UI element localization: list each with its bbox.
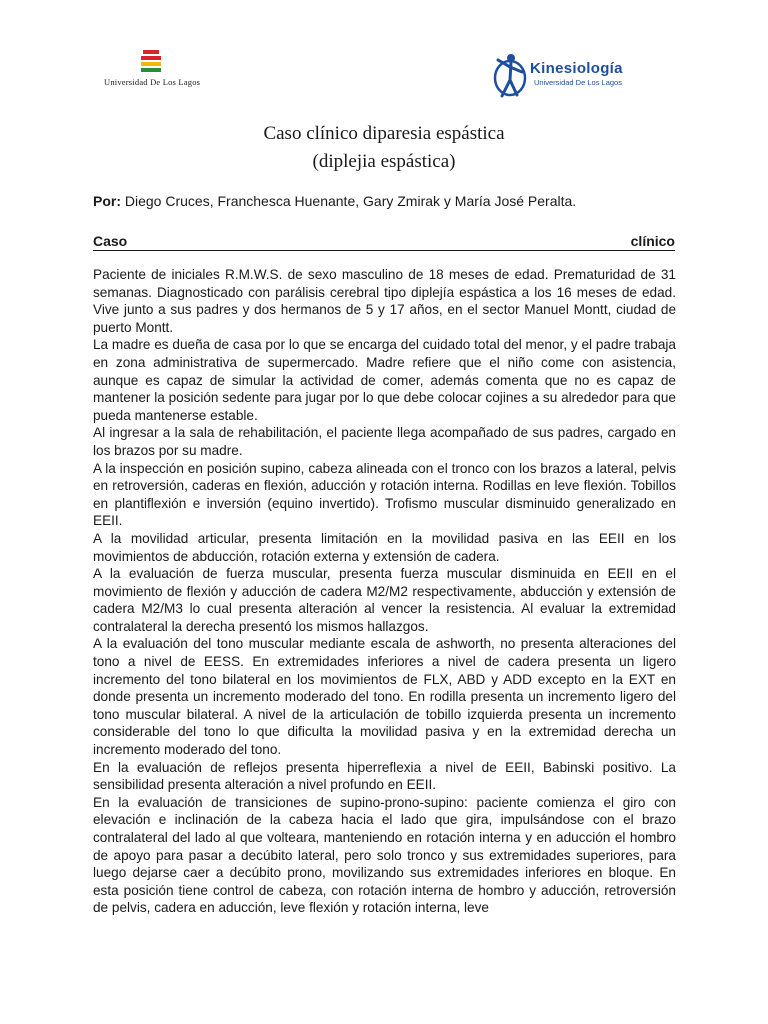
paragraph: La madre es dueña de casa por lo que se encarga del cuidado total del menor, y el padre trabaja en zona administrativa de supermercado. Madre refiere que el niño come con asistencia, aunque es capaz de simular la actividad de comer, además comenta que no es capaz de mantener la posición sedente para jugar por lo que debe colocar cojines a su alrededor para que pueda mantenerse estable. xyxy=(93,337,676,423)
document-title xyxy=(0,120,768,176)
department-name: Kinesiología xyxy=(530,60,623,77)
paragraph: Al ingresar a la sala de rehabilitación, el paciente llega acompañado de sus padres, cargado en los brazos por su madre. xyxy=(93,425,676,458)
university-flag-icon xyxy=(140,50,162,74)
paragraph: A la evaluación de fuerza muscular, presenta fuerza muscular disminuida en EEII en el movimiento de flexión y aducción de cadera M2/M2 respectivamente, abducción y extensión de cadera M2/M3 lo cual presenta alteración al vencer la resistencia. Al evaluar la extremidad contralateral la derecha presentó los mismos hallazgos. xyxy=(93,566,676,634)
title-line-2: (diplejia espástica) xyxy=(312,151,456,172)
case-body xyxy=(93,266,676,917)
paragraph: A la inspección en posición supino, cabeza alineada con el tronco con los brazos a lateral, pelvis en retroversión, caderas en flexión, aducción y rotación interna. Rodillas en leve flexión. Tobillos en plantiflexión e inversión (equino invertido). Trofismo muscular disminuido generalizado en EEII. xyxy=(93,460,676,529)
document-header xyxy=(0,0,768,110)
authors-names: Diego Cruces, Franchesca Huenante, Gary Zmirak y María José Peralta. xyxy=(124,193,577,209)
section-heading-word-1: Caso xyxy=(93,233,128,249)
authors-line xyxy=(93,192,683,210)
paragraph: En la evaluación de transiciones de supino-prono-supino: paciente comienza el giro con elevación e inclinación de la cabeza hacia el lado que gira, impulsándose con el brazo contralateral del lado al que volteara, manteniendo en rotación interna y en aducción el hombro de apoyo para pasar a decúbito lateral, pero solo tronco y sus extremidades superiores, para luego dejarse caer a decúbito prono, movilizando sus extremidades inferiores en bloque. En esta posición tiene control de cabeza, con rotación interna de hombro y aducción, retroversión de pelvis, cadera en aducción, leve flexión y rotación interna, leve xyxy=(93,794,676,916)
paragraph: A la movilidad articular, presenta limitación en la movilidad pasiva en las EEII en los movimientos de abducción, rotación externa y extensión de cadera. xyxy=(93,530,676,564)
university-logo xyxy=(104,50,204,90)
section-heading-word-2: clínico xyxy=(630,233,675,249)
paragraph: En la evaluación de reflejos presenta hiperreflexia a nivel de EEII, Babinski positivo. La sensibilidad presenta alteración a nivel profundo en EEII. xyxy=(93,759,676,793)
kinesiologia-emblem-icon xyxy=(490,50,530,102)
paragraph: A la evaluación del tono muscular mediante escala de ashworth, no presenta alteraciones del tono a nivel de EESS. En extremidades inferiores a nivel de cadera presenta un ligero incremento del tono bilateral en los movimientos de FLX, ABD y ADD excepto en la EXT en donde presenta un incremento moderado del tono. En rodilla presenta un incremento ligero del tono muscular bilateral. A nivel de la articulación de tobillo izquierda presenta un incremento considerable del tono lo que dificulta la movilidad pasiva y en la extremidad derecha un incremento moderado del tono. xyxy=(93,636,676,758)
section-heading xyxy=(93,232,675,251)
department-subtitle: Universidad De Los Lagos xyxy=(534,78,622,87)
authors-label: Por: xyxy=(93,193,121,209)
university-name: Universidad De Los Lagos xyxy=(104,77,201,87)
title-line-1: Caso clínico diparesia espástica xyxy=(263,123,505,144)
paragraph: Paciente de iniciales R.M.W.S. de sexo masculino de 18 meses de edad. Prematuridad de 31 semanas. Diagnosticado con parálisis cerebral tipo diplejía espástica a los 16 meses de edad. Vive junto a sus padres y dos hermanos de 5 y 17 años, en el sector Manuel Montt, ciudad de puerto Montt. xyxy=(93,267,676,335)
kinesiologia-logo xyxy=(490,50,650,106)
